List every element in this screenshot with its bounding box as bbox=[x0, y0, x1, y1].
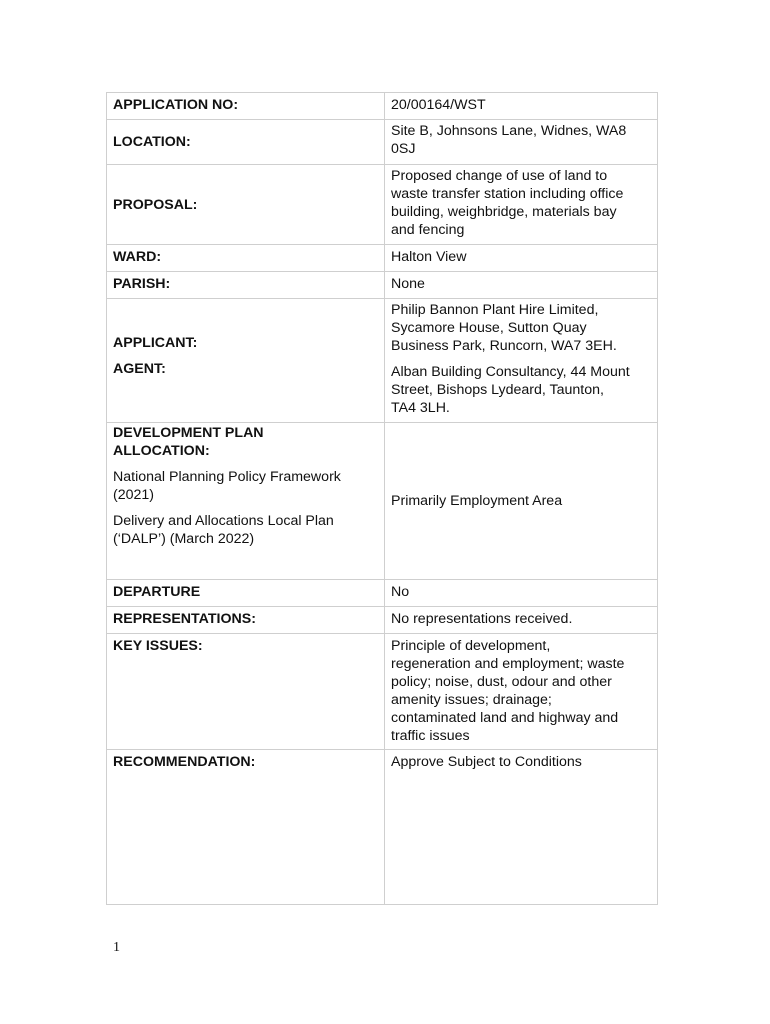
row-ward bbox=[107, 245, 658, 272]
applicant-line: Business Park, Runcorn, WA7 3EH. bbox=[391, 338, 617, 354]
policy-npff: National Planning Policy Framework bbox=[113, 469, 341, 485]
row-proposal bbox=[107, 165, 658, 245]
row-development-plan bbox=[107, 423, 658, 580]
location-label: LOCATION: bbox=[107, 120, 385, 165]
policy-npff: (2021) bbox=[113, 487, 155, 503]
policy-dalp: (‘DALP’) (March 2022) bbox=[113, 531, 255, 547]
key-issues-line: contaminated land and highway and bbox=[391, 710, 619, 726]
applicant-line: Philip Bannon Plant Hire Limited, bbox=[391, 302, 599, 318]
row-key-issues bbox=[107, 634, 658, 750]
location-line: 0SJ bbox=[391, 141, 416, 157]
development-plan-cell bbox=[107, 423, 385, 580]
recommendation-label: RECOMMENDATION: bbox=[107, 750, 385, 905]
applicant-label: APPLICANT: bbox=[113, 335, 198, 351]
ward-value: Halton View bbox=[385, 245, 658, 272]
departure-value: No bbox=[385, 580, 658, 607]
proposal-label: PROPOSAL: bbox=[107, 165, 385, 245]
applicant-line: Sycamore House, Sutton Quay bbox=[391, 320, 587, 336]
development-plan-label: DEVELOPMENT PLAN bbox=[113, 425, 264, 441]
representations-label: REPRESENTATIONS: bbox=[107, 607, 385, 634]
location-value bbox=[385, 120, 658, 165]
location-line: Site B, Johnsons Lane, Widnes, WA8 bbox=[391, 123, 627, 139]
proposal-line: building, weighbridge, materials bay bbox=[391, 204, 617, 220]
row-parish bbox=[107, 272, 658, 299]
policy-dalp: Delivery and Allocations Local Plan bbox=[113, 513, 334, 529]
key-issues-line: traffic issues bbox=[391, 728, 470, 744]
application-no-value: 20/00164/WST bbox=[385, 93, 658, 120]
agent-label: AGENT: bbox=[113, 361, 166, 377]
row-location bbox=[107, 120, 658, 165]
applicant-agent-values bbox=[385, 299, 658, 423]
row-recommendation bbox=[107, 750, 658, 905]
agent-line: TA4 3LH. bbox=[391, 400, 450, 416]
proposal-value bbox=[385, 165, 658, 245]
development-plan-value: Primarily Employment Area bbox=[385, 423, 658, 580]
applicant-agent-labels bbox=[107, 299, 385, 423]
application-no-label: APPLICATION NO: bbox=[107, 93, 385, 120]
row-departure bbox=[107, 580, 658, 607]
recommendation-value: Approve Subject to Conditions bbox=[385, 750, 658, 905]
key-issues-line: amenity issues; drainage; bbox=[391, 692, 552, 708]
row-applicant-agent bbox=[107, 299, 658, 423]
proposal-line: waste transfer station including office bbox=[391, 186, 624, 202]
key-issues-line: regeneration and employment; waste bbox=[391, 656, 625, 672]
representations-value: No representations received. bbox=[385, 607, 658, 634]
departure-label: DEPARTURE bbox=[107, 580, 385, 607]
ward-label: WARD: bbox=[107, 245, 385, 272]
key-issues-value bbox=[385, 634, 658, 750]
application-details-table bbox=[106, 92, 658, 905]
proposal-line: Proposed change of use of land to bbox=[391, 168, 608, 184]
row-representations bbox=[107, 607, 658, 634]
key-issues-label: KEY ISSUES: bbox=[107, 634, 385, 750]
key-issues-line: Principle of development, bbox=[391, 638, 551, 654]
development-plan-label: ALLOCATION: bbox=[113, 443, 210, 459]
proposal-line: and fencing bbox=[391, 222, 465, 238]
key-issues-line: policy; noise, dust, odour and other bbox=[391, 674, 612, 690]
agent-line: Alban Building Consultancy, 44 Mount bbox=[391, 364, 630, 380]
row-application-no bbox=[107, 93, 658, 120]
parish-label: PARISH: bbox=[107, 272, 385, 299]
page-number: 1 bbox=[113, 940, 120, 955]
agent-line: Street, Bishops Lydeard, Taunton, bbox=[391, 382, 604, 398]
parish-value: None bbox=[385, 272, 658, 299]
